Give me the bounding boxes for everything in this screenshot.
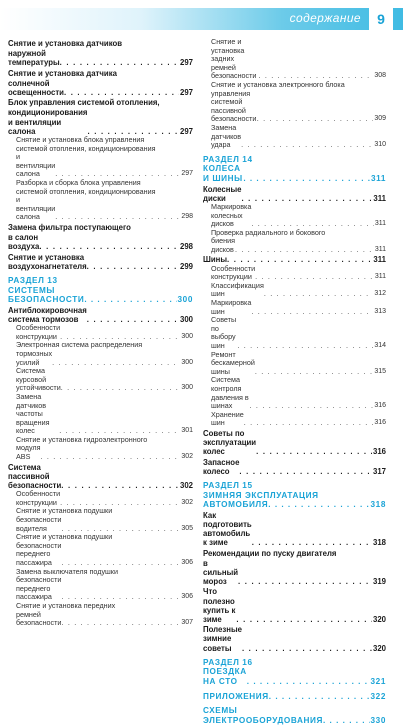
page-ref: 316	[372, 447, 386, 457]
toc-subentry[interactable]: управления системой пассивной безопасности . . . 309	[203, 90, 386, 124]
section-title[interactable]: КОЛЕСА И ШИНЫ . . . 311	[203, 164, 386, 183]
page-ref: 330	[370, 715, 386, 725]
section-title[interactable]: ПОЕЗДКА НА СТО . . . 321	[203, 667, 386, 686]
toc-entry[interactable]: Снятие и установка датчиков	[8, 39, 123, 48]
toc-entry[interactable]: Советы по эксплуатации колес . . . 316	[203, 429, 386, 457]
page-ref: 316	[374, 402, 386, 410]
toc-entry[interactable]: Замена фильтра поступающего	[8, 222, 131, 232]
toc-left-column	[8, 38, 193, 628]
section-title[interactable]: ЗИМНЯЯ ЭКСПЛУАТАЦИЯ	[203, 490, 319, 500]
toc-subentry[interactable]: Снятие и установка блока управления	[16, 135, 145, 145]
toc-entry[interactable]: кондиционирования и вентиляции салона . . . 297	[8, 108, 193, 136]
toc-subentry[interactable]: Замена датчиков удара . . . 310	[203, 124, 386, 150]
page-ref: 309	[374, 115, 386, 123]
page-ref: 320	[372, 614, 386, 624]
page-ref: 300	[181, 332, 193, 340]
toc-subentry[interactable]: Маркировка шин . . . 313	[203, 299, 386, 316]
toc-subentry[interactable]: Особенности конструкции . . . 300	[8, 324, 193, 341]
section-label: РАЗДЕЛ 16	[203, 657, 253, 667]
toc-subentry[interactable]: Ремонт бескамерной шины . . . 315	[203, 351, 386, 377]
page-ref: 311	[373, 255, 386, 265]
page-header	[0, 8, 403, 30]
page-ref: 311	[374, 245, 386, 253]
toc-entry[interactable]: Колесные диски . . . 311	[203, 185, 386, 203]
page-ref: 318	[370, 500, 386, 510]
toc-subentry[interactable]: Система контроля давления в шинах . . . 316	[203, 376, 386, 410]
toc-subentry[interactable]: Хранение шин . . . 316	[203, 411, 386, 428]
toc-subentry[interactable]: Снятие и установка задних ремней безопасности . . . 308	[203, 38, 386, 81]
page-ref: 310	[374, 141, 386, 149]
page-ref: 321	[370, 676, 386, 686]
toc-entry[interactable]: Полезные зимние советы . . . 320	[203, 625, 386, 653]
page-ref: 313	[374, 307, 386, 315]
toc-entry[interactable]: Как подготовить автомобиль к зиме . . . 318	[203, 511, 386, 548]
section-label: РАЗДЕЛ 15	[203, 480, 253, 490]
page-ref: 297	[179, 88, 193, 98]
toc-entry[interactable]: Рекомендации по пуску двигателя	[203, 548, 337, 558]
page-ref: 302	[179, 481, 193, 491]
appendices-title[interactable]: ПРИЛОЖЕНИЯ . . . 322	[203, 692, 386, 702]
page-ref: 306	[181, 593, 193, 601]
page-ref: 320	[372, 643, 386, 653]
toc-subentry[interactable]: Снятие и установка электронного блока	[211, 79, 345, 89]
page-ref: 305	[181, 524, 193, 532]
page-number: 9	[369, 8, 393, 30]
toc-entry[interactable]: Шины . . . 311	[203, 255, 386, 264]
toc-subentry[interactable]: Снятие и установка подушки	[16, 532, 113, 542]
toc-entry[interactable]: Запасное колесо . . . 317	[203, 458, 386, 476]
page-ref: 311	[373, 193, 386, 203]
page-ref: 315	[374, 367, 386, 375]
page-ref: 298	[181, 213, 193, 221]
toc-subentry[interactable]: безопасности переднего пассажира . . . 306	[8, 542, 193, 568]
page-ref: 307	[181, 619, 193, 627]
toc-subentry[interactable]: модуля ABS . . . 302	[8, 444, 193, 461]
toc-entry[interactable]: Что полезно купить к зиме . . . 320	[203, 587, 386, 624]
toc-subentry[interactable]: и вентиляции салона . . . 297	[8, 153, 193, 179]
toc-right-column	[203, 38, 386, 725]
page-ref: 311	[374, 220, 386, 228]
wiring-diagrams-title[interactable]: СХЕМЫ ЭЛЕКТРООБОРУДОВАНИЯ . . . 330	[203, 706, 386, 725]
page-ref: 308	[374, 72, 386, 80]
toc-subentry[interactable]: Маркировка колесных дисков . . . 311	[203, 203, 386, 229]
toc-entry[interactable]: Снятие и установка воздухонагнетателя . . . 299	[8, 253, 193, 271]
toc-subentry[interactable]: Замена выключателя подушки	[16, 566, 118, 576]
toc-entry[interactable]: Антиблокировочная система тормозов . . . 300	[8, 306, 193, 324]
toc-subentry[interactable]: Советы по выбору шин . . . 314	[203, 316, 386, 350]
page-ref: 300	[179, 314, 193, 324]
toc-subentry[interactable]: биения дисков . . . 311	[203, 237, 386, 254]
toc-subentry[interactable]: Особенности конструкции . . . 302	[8, 490, 193, 507]
section-title[interactable]: АВТОМОБИЛЯ . . . 318	[203, 500, 386, 510]
toc-subentry[interactable]: Снятие и установка передних	[16, 601, 116, 610]
page-ref: 299	[179, 261, 193, 271]
toc-entry[interactable]: Блок управления системой отопления,	[8, 98, 160, 108]
toc-entry[interactable]: солнечной освещенности . . . 297	[8, 79, 193, 97]
toc-subentry[interactable]: системой отопления, кондиционирования	[16, 143, 156, 153]
toc-entry[interactable]: Система пассивной безопасности . . . 302	[8, 463, 193, 491]
section-label: РАЗДЕЛ 14	[203, 154, 253, 164]
page-ref: 318	[372, 538, 386, 548]
toc-subentry[interactable]: безопасности водителя . . . 305	[8, 516, 193, 533]
header-title: содержание	[289, 11, 361, 25]
page-ref: 302	[181, 453, 193, 461]
page-ref: 306	[181, 559, 193, 567]
page-ref: 312	[374, 290, 386, 298]
toc-subentry[interactable]: Снятие и установка подушки	[16, 506, 113, 516]
section-title[interactable]: СИСТЕМЫ БЕЗОПАСНОСТИ . . . 300	[8, 286, 193, 305]
toc-subentry[interactable]: Разборка и сборка блока управления	[16, 178, 141, 187]
toc-subentry[interactable]: Особенности конструкции . . . 311	[203, 265, 386, 282]
toc-entry[interactable]: в салон воздуха . . . 298	[8, 233, 193, 251]
section-label: РАЗДЕЛ 13	[8, 275, 58, 285]
page-ref: 300	[181, 358, 193, 366]
page-ref: 319	[372, 577, 386, 587]
toc-subentry[interactable]: системой отопления, кондиционирования	[16, 186, 156, 196]
page-ref: 302	[181, 498, 193, 506]
toc-subentry[interactable]: Замена датчиков частоты вращения колес . . . 301	[8, 393, 193, 436]
toc-subentry[interactable]: Проверка радиального и бокового	[211, 227, 326, 237]
toc-subentry[interactable]: Классификация шин . . . 312	[203, 282, 386, 299]
toc-subentry[interactable]: Система курсовой устойчивости . . . 300	[8, 367, 193, 393]
page-ref: 301	[181, 427, 193, 435]
page-ref: 298	[179, 242, 193, 252]
page-ref: 314	[374, 342, 386, 350]
toc-subentry[interactable]: ремней безопасности . . . 307	[8, 611, 193, 628]
toc-entry[interactable]: наружной температуры . . . 297	[8, 49, 193, 67]
toc-subentry[interactable]: тормозных усилий . . . 300	[8, 350, 193, 367]
toc-subentry[interactable]: безопасности переднего пассажира . . . 306	[8, 576, 193, 602]
page-ref: 316	[374, 419, 386, 427]
toc-subentry[interactable]: Электронная система распределения	[16, 340, 143, 350]
toc-subentry[interactable]: Снятие и установка гидроэлектронного	[16, 434, 148, 444]
toc-entry[interactable]: Снятие и установка датчика	[8, 68, 117, 78]
toc-entry[interactable]: в сильный мороз . . . 319	[203, 559, 386, 587]
page-ref: 311	[370, 173, 386, 183]
toc-subentry[interactable]: и вентиляции салона . . . 298	[8, 196, 193, 222]
page-ref: 300	[177, 295, 193, 305]
page-ref: 297	[179, 58, 193, 68]
page-ref: 322	[370, 691, 386, 701]
page-ref: 317	[372, 466, 386, 476]
page-ref: 297	[179, 126, 193, 136]
page-ref: 311	[374, 273, 386, 281]
page-ref: 300	[181, 384, 193, 392]
page-ref: 297	[181, 170, 193, 178]
